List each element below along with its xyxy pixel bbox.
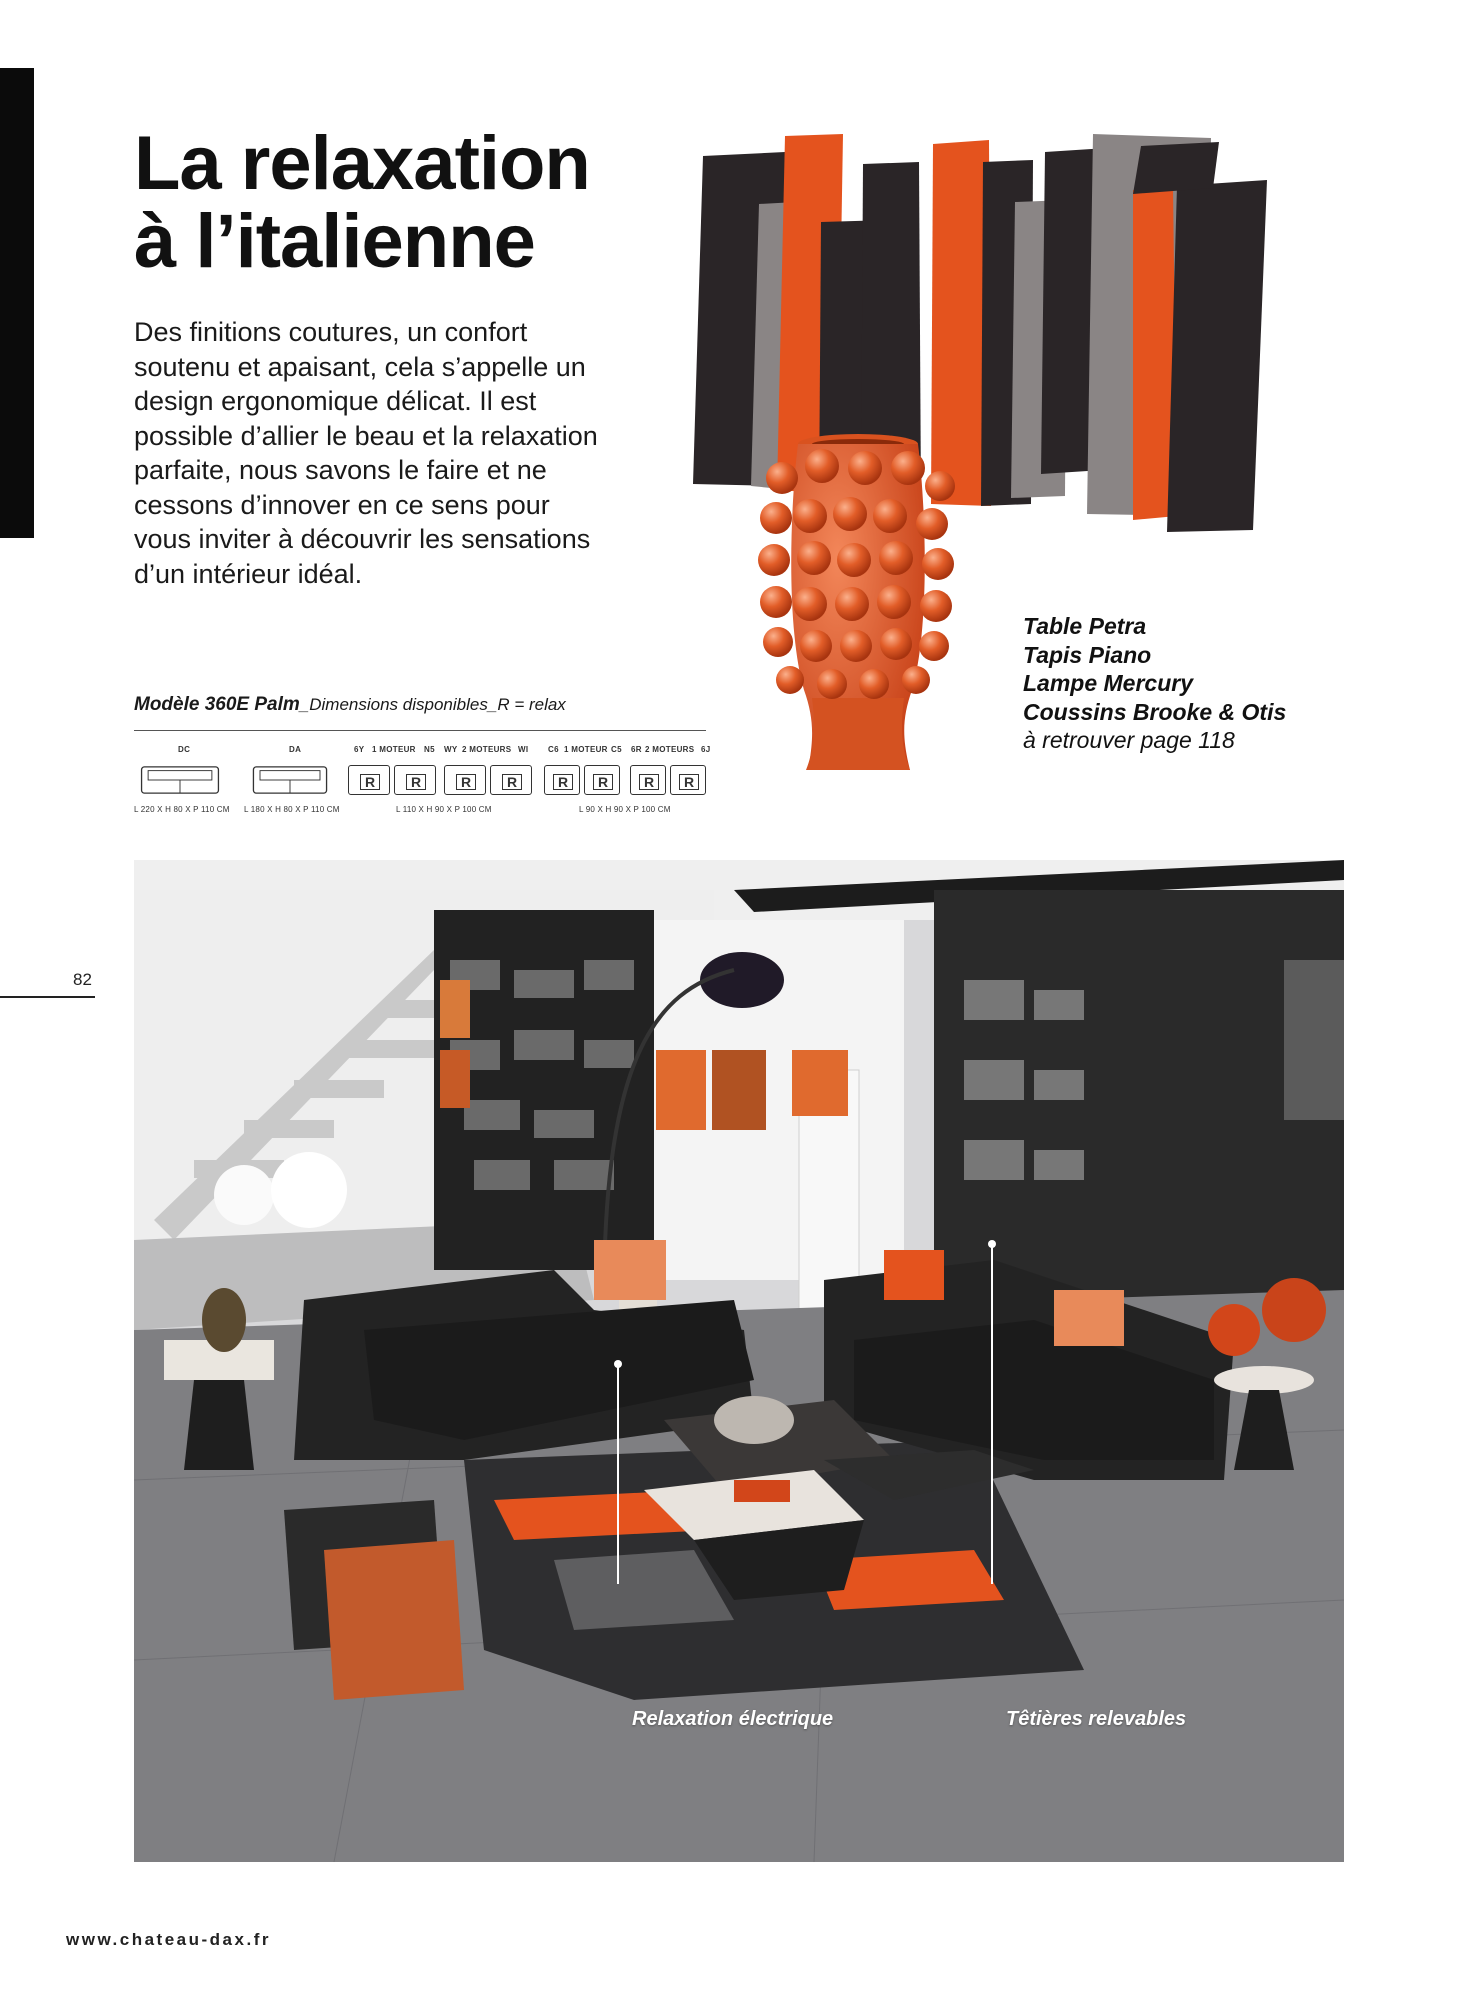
intro-paragraph: Des finitions coutures, un confort soutenu et apaisant, cela s’appelle un design ergonomique délicat. Il est possible d’allier le beau et la relaxation parfaite, nous savons le faire et ne cessons d’innover en ce sens pour vous inviter à découvrir les sensations d’un intérieur idéal. — [134, 317, 598, 589]
seat-c6-icon — [544, 765, 580, 795]
callout-relaxation-electrique: Relaxation électrique — [632, 1708, 834, 1730]
callout-line-right — [991, 1246, 993, 1584]
dimension-strip — [134, 745, 714, 815]
seat-6j-icon — [670, 765, 706, 795]
dim-code-wy: WY — [444, 745, 458, 754]
relax-mark: R — [360, 774, 380, 790]
dim-code-6r: 6R — [631, 745, 642, 754]
seat-wy-icon — [444, 765, 486, 795]
dim-code-n5: N5 — [424, 745, 435, 754]
vase-illustration — [750, 428, 965, 776]
callout-line-left — [617, 1366, 619, 1584]
page-number-rule — [0, 996, 95, 998]
featured-products — [1023, 612, 1323, 755]
title-line-1: La relaxation — [134, 121, 590, 206]
dim-size-dc: L 220 X H 80 X P 110 CM — [134, 805, 230, 814]
dim-size-corner-seat: L 90 X H 90 X P 100 CM — [579, 805, 671, 814]
dim-size-da: L 180 X H 80 X P 110 CM — [244, 805, 340, 814]
model-info — [134, 694, 704, 716]
seat-6y-icon — [348, 765, 390, 795]
model-dims-label: _Dimensions disponibles_ — [299, 695, 498, 714]
dim-code-1moteur-a: 1 MOTEUR — [372, 745, 416, 754]
seat-wi-icon — [490, 765, 532, 795]
dim-code-wi: WI — [518, 745, 529, 754]
relax-mark: R — [553, 774, 573, 790]
dim-size-1-2-seat: L 110 X H 90 X P 100 CM — [396, 805, 492, 814]
seat-c5-icon — [584, 765, 620, 795]
model-rule — [134, 730, 706, 731]
product-lampe-mercury: Lampe Mercury — [1023, 670, 1194, 696]
dim-code-da: DA — [289, 745, 302, 754]
dim-code-6j: 6J — [701, 745, 711, 754]
dim-code-c5: C5 — [611, 745, 622, 754]
dim-code-c6: C6 — [548, 745, 559, 754]
relax-mark: R — [406, 774, 426, 790]
relax-mark: R — [502, 774, 522, 790]
sofa-dc-icon — [138, 765, 222, 795]
relax-mark: R — [639, 774, 659, 790]
living-room-photo — [134, 860, 1344, 1862]
relax-mark: R — [593, 774, 613, 790]
dim-code-2moteurs-a: 2 MOTEURS — [462, 745, 512, 754]
relax-mark: R — [679, 774, 699, 790]
title-line-2: à l’italienne — [134, 199, 535, 284]
page-number: 82 — [73, 970, 92, 989]
sofa-da-icon — [250, 765, 330, 795]
page-title — [134, 121, 674, 284]
model-name: Modèle 360E Palm — [134, 694, 300, 715]
dim-code-2moteurs-b: 2 MOTEURS — [645, 745, 695, 754]
edge-tab-bar — [0, 68, 34, 538]
seat-n5-icon — [394, 765, 436, 795]
products-page-ref: à retrouver page 118 — [1023, 727, 1235, 753]
seat-6r-icon — [630, 765, 666, 795]
product-tapis-piano: Tapis Piano — [1023, 641, 1152, 668]
callout-tetieres-relevables: Têtières relevables — [1006, 1708, 1187, 1730]
model-relax-note: R = relax — [497, 695, 566, 714]
dim-code-dc: DC — [178, 745, 191, 754]
relax-mark: R — [456, 774, 476, 790]
dim-code-6y: 6Y — [354, 745, 365, 754]
footer-website-url[interactable]: www.chateau-dax.fr — [66, 1930, 271, 1949]
product-table-petra: Table Petra — [1023, 613, 1147, 639]
product-coussins: Coussins Brooke & Otis — [1023, 698, 1287, 725]
dim-code-1moteur-b: 1 MOTEUR — [564, 745, 608, 754]
